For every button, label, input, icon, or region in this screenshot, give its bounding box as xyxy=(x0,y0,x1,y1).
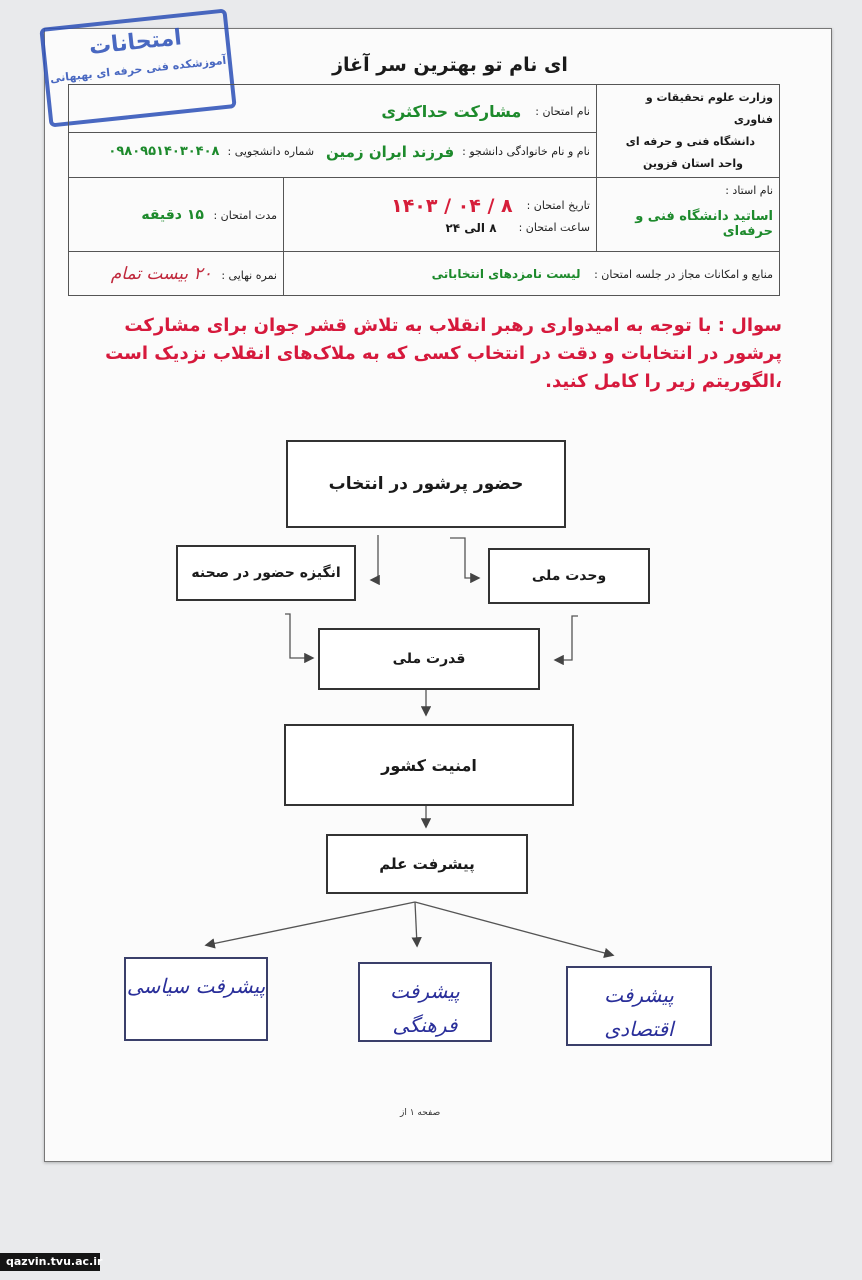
arrow-motivation-to-power xyxy=(285,614,312,658)
resources-value: لیست نامزدهای انتخاباتی xyxy=(431,266,581,281)
answer-box-cultural xyxy=(358,962,492,1042)
student-number-label: شماره دانشجویی : xyxy=(227,145,315,158)
flow-box-national-unity-label: وحدت ملی xyxy=(531,568,607,584)
ministry-line-2: دانشگاه فنی و حرفه ای xyxy=(625,135,755,148)
answer-economic-text: پیشرفت اقتصادی xyxy=(604,983,674,1041)
flow-box-motivation xyxy=(176,545,356,601)
answer-political-text: پیشرفت سیاسی xyxy=(126,974,266,998)
exam-name-label: نام امتحان : xyxy=(535,105,590,118)
stamp-subtitle: آموزشکده فنی حرفه ای بهبهانی xyxy=(49,53,227,86)
flow-box-national-power-label: قدرت ملی xyxy=(392,651,466,667)
arrow-unity-to-power xyxy=(556,616,578,660)
exam-name-value: مشارکت حداکثری xyxy=(381,102,522,121)
page-footer: صفحه ۱ از xyxy=(400,1108,441,1118)
date-value: ۱۴۰۳ / ۰۴ / ۸ xyxy=(391,194,513,217)
student-number-value: ۰۹۸۰۹۵۱۴۰۳۰۴۰۸ xyxy=(108,144,220,159)
final-grade-value: ۲۰ بیست تمام xyxy=(110,263,212,284)
arrow-science-to-political xyxy=(207,902,415,945)
time-value: ۸ الی ۲۴ xyxy=(445,220,497,235)
answer-box-economic xyxy=(566,966,712,1046)
arrow-top-to-motivation xyxy=(372,535,378,580)
flow-box-national-security xyxy=(284,724,574,806)
final-grade-label: نمره نهایی : xyxy=(221,268,277,282)
stamp-title: امتحانات xyxy=(87,25,183,60)
ministry-line-1: وزارت علوم تحقیقات و فناوری xyxy=(645,91,773,126)
arrow-science-to-cultural xyxy=(415,902,417,945)
teacher-name: اساتید دانشگاه فنی و حرفه‌ای xyxy=(635,209,773,239)
flow-box-national-power xyxy=(318,628,540,690)
answer-cultural-text: پیشرفت فرهنگی xyxy=(390,979,460,1037)
date-label: تاریخ امتحان : xyxy=(526,199,590,212)
time-label: ساعت امتحان : xyxy=(518,221,590,234)
flow-box-motivation-label: انگیزه حضور در صحنه xyxy=(191,565,341,581)
flow-box-enthusiastic-presence-label: حضور پرشور در انتخاب xyxy=(328,474,524,494)
student-name-label: نام و نام خانوادگی دانشجو : xyxy=(462,145,590,158)
duration-label: مدت امتحان : xyxy=(213,208,277,222)
student-name-value: فرزند ایران زمین xyxy=(326,142,455,161)
ministry-line-3: واحد استان قزوین xyxy=(642,157,743,170)
question-text: سوال : با توجه به امیدواری رهبر انقلاب به تلاش قشر جوان برای مشارکت پرشور در انتخابات و دقت در انتخاب کسی که به ملاک‌های انقلاب نزدیک است ،الگوریتم زیر را کامل کنید. xyxy=(105,315,782,392)
answer-box-political xyxy=(124,957,268,1041)
flow-box-national-security-label: امنیت کشور xyxy=(381,755,477,775)
page-title: ای نام تو بهترین سر آغاز xyxy=(332,54,568,76)
site-watermark xyxy=(0,1253,103,1271)
flow-box-enthusiastic-presence xyxy=(286,440,566,528)
watermark-text: qazvin.tvu.ac.ir xyxy=(6,1255,103,1268)
resources-label: منابع و امکانات مجاز در جلسه امتحان : xyxy=(594,267,773,281)
arrow-top-to-unity xyxy=(450,538,478,578)
teacher-label: نام استاد : xyxy=(725,184,773,197)
arrow-science-to-economic xyxy=(415,902,612,955)
flow-box-science-progress xyxy=(326,834,528,894)
duration-value: ۱۵ دقیقه xyxy=(141,206,204,223)
flow-box-national-unity xyxy=(488,548,650,604)
flow-box-science-progress-label: پیشرفت علم xyxy=(379,855,475,873)
